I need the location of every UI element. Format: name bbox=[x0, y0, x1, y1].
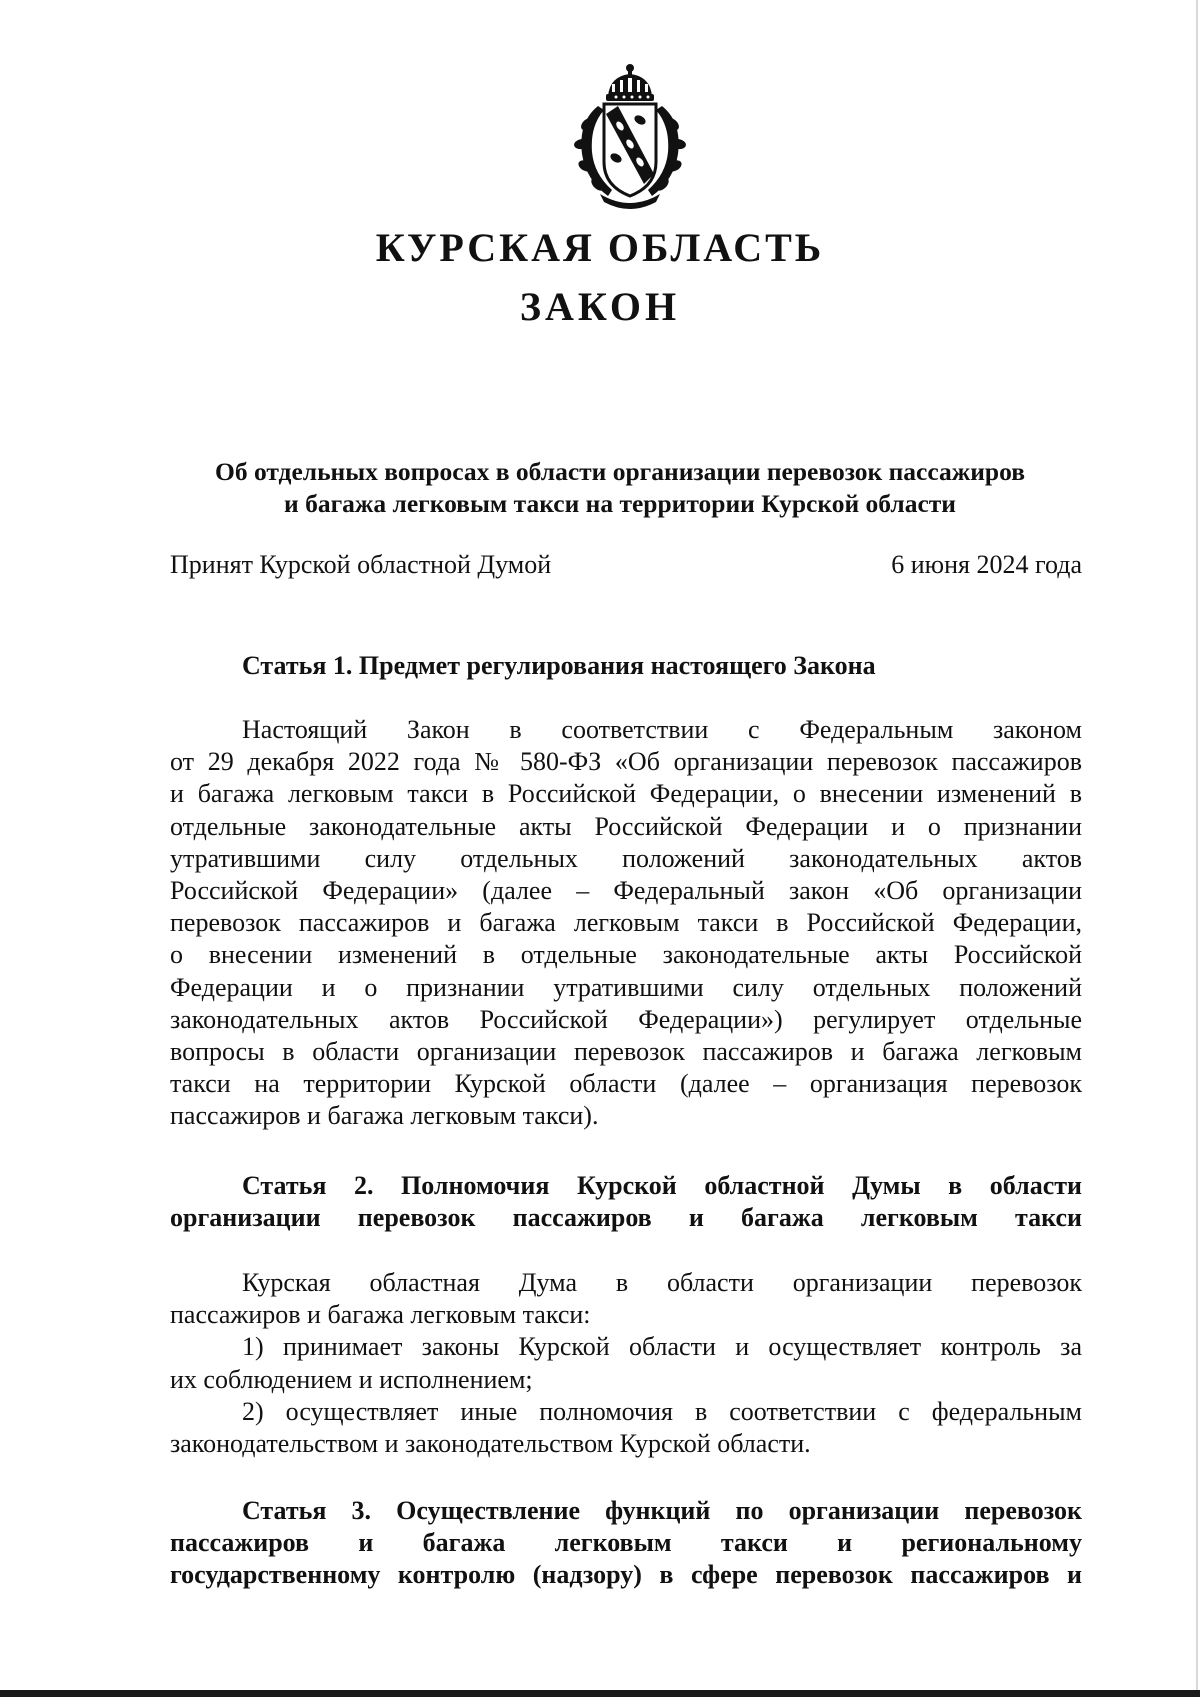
paragraph-line: утратившими силу отдельных положений законодательных актов bbox=[170, 843, 1082, 873]
paragraph-line: и багажа легковым такси в Российской Федерации, о внесении изменений в bbox=[170, 779, 1082, 809]
article-2-body bbox=[170, 1267, 1082, 1460]
paragraph-line: пассажиров и багажа легковым такси: bbox=[170, 1300, 591, 1330]
heading-line: Статья 2. Полномочия Курской областной Думы в области bbox=[242, 1171, 1082, 1200]
list-item-line: 1) принимает законы Курской области и осуществляет контроль за bbox=[242, 1332, 1082, 1362]
paragraph-line: от 29 декабря 2022 года № 580-ФЗ «Об организации перевозок пассажиров bbox=[170, 747, 1082, 777]
paragraph-line: перевозок пассажиров и багажа легковым такси в Российской Федерации, bbox=[170, 908, 1082, 938]
scan-edge-bottom bbox=[0, 1690, 1200, 1697]
paragraph-line: такси на территории Курской области (далее – организация перевозок bbox=[170, 1069, 1082, 1099]
paragraph-line: законодательных актов Российской Федерации») регулирует отдельные bbox=[170, 1004, 1082, 1034]
article-3-heading bbox=[170, 1495, 1082, 1592]
region-title: КУРСКАЯ ОБЛАСТЬ bbox=[375, 225, 825, 270]
article-2-heading bbox=[170, 1170, 1082, 1234]
article-1-body bbox=[170, 714, 1082, 1133]
adopted-by-text: Принят Курской областной Думой bbox=[170, 550, 552, 579]
paragraph-line: отдельные законодательные акты Российской Федерации и о признании bbox=[170, 811, 1082, 841]
document-type-title: ЗАКОН bbox=[519, 284, 681, 329]
paragraph-line: Настоящий Закон в соответствии с Федеральным законом bbox=[242, 715, 1082, 744]
list-item-line: их соблюдением и исполнением; bbox=[170, 1364, 533, 1394]
law-title bbox=[150, 456, 1090, 520]
paragraph-line: о внесении изменений в отдельные законодательные акты Российской bbox=[170, 940, 1082, 970]
paragraph-line: Курская областная Дума в области организации перевозок bbox=[242, 1268, 1082, 1297]
paragraph-line: вопросы в области организации перевозок пассажиров и багажа легковым bbox=[170, 1037, 1082, 1067]
law-title-line: и багажа легковым такси на территории Курской области bbox=[284, 489, 956, 518]
list-item-line: 2) осуществляет иные полномочия в соответствии с федеральным bbox=[242, 1396, 1082, 1426]
kursk-oblast-coat-of-arms-icon bbox=[560, 62, 700, 212]
paragraph-line: пассажиров и багажа легковым такси). bbox=[170, 1101, 599, 1131]
heading-line: пассажиров и багажа легковым такси и региональному bbox=[170, 1528, 1082, 1558]
heading-line: Статья 3. Осуществление функций по организации перевозок bbox=[242, 1496, 1082, 1525]
paragraph-line: Российской Федерации» (далее – Федеральный закон «Об организации bbox=[170, 876, 1082, 906]
adopted-date-text: 6 июня 2024 года bbox=[891, 550, 1082, 579]
heading-line: государственному контролю (надзору) в сфере перевозок пассажиров и bbox=[170, 1560, 1082, 1590]
article-1-heading: Статья 1. Предмет регулирования настоящего Закона bbox=[242, 651, 876, 680]
law-title-line: Об отдельных вопросах в области организации перевозок пассажиров bbox=[214, 457, 1025, 486]
list-item-line: законодательством и законодательством Курской области. bbox=[170, 1429, 811, 1459]
heading-line: организации перевозок пассажиров и багажа легковым такси bbox=[170, 1203, 1082, 1233]
paragraph-line: Федерации и о признании утратившими силу отдельных положений bbox=[170, 972, 1082, 1002]
